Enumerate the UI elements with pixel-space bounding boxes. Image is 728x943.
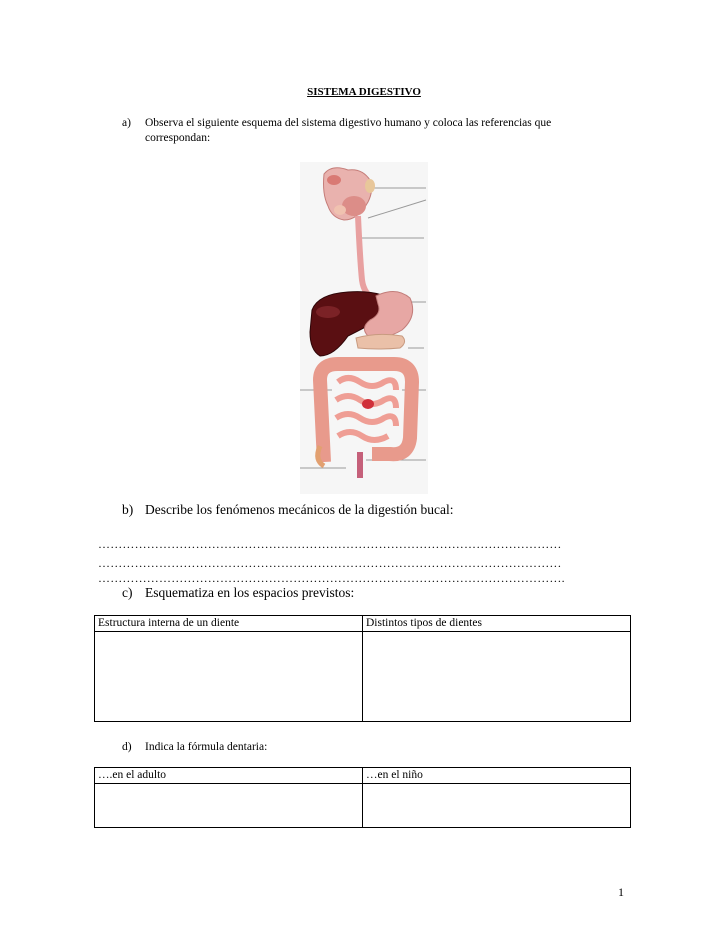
section-b <box>122 502 642 520</box>
section-b-text: Describe los fenómenos mecánicos de la digestión bucal: <box>145 502 454 517</box>
liver-highlight <box>316 306 340 318</box>
child-formula-header: …en el niño <box>363 768 631 784</box>
section-d-text: Indica la fórmula dentaria: <box>145 741 268 753</box>
page-title: SISTEMA DIGESTIVO <box>307 86 421 98</box>
section-c-letter: c) <box>122 585 133 600</box>
answer-dotted-line-2[interactable]: …………………………………………………………………………………………………… <box>98 556 562 570</box>
formula-table-answer-row <box>95 784 631 828</box>
answer-dotted-line-3[interactable]: ……………………………………………………………………………………………………. <box>98 571 565 585</box>
section-d-letter: d) <box>122 741 132 753</box>
dental-formula-table <box>94 767 631 828</box>
tooth-table-header-row <box>95 616 631 632</box>
adult-formula-header: ….en el adulto <box>95 768 363 784</box>
section-c <box>122 585 642 603</box>
formula-table-header-row <box>95 768 631 784</box>
tooth-types-header: Distintos tipos de dientes <box>363 616 631 632</box>
small-intestine-detail <box>362 399 374 409</box>
tooth-structure-answer-cell[interactable] <box>95 632 363 722</box>
section-d <box>122 740 642 756</box>
tooth-types-answer-cell[interactable] <box>363 632 631 722</box>
tooth-schema-table <box>94 615 631 722</box>
section-a-line1: Observa el siguiente esquema del sistema digestivo humano y coloca las referencias que <box>145 117 552 129</box>
answer-dotted-line-1[interactable]: …………………………………………………………………………………………………… <box>98 537 562 551</box>
section-a-line2: correspondan: <box>145 132 211 144</box>
child-formula-answer-cell[interactable] <box>363 784 631 828</box>
tooth-table-answer-row <box>95 632 631 722</box>
page-number: 1 <box>618 885 624 899</box>
section-a-letter: a) <box>122 117 131 129</box>
section-b-letter: b) <box>122 502 134 517</box>
pancreas <box>356 334 405 349</box>
digestive-system-diagram <box>298 160 430 496</box>
tooth-structure-header: Estructura interna de un diente <box>95 616 363 632</box>
section-c-text: Esquematiza en los espacios previstos: <box>145 585 355 600</box>
section-a <box>122 116 642 148</box>
adult-formula-answer-cell[interactable] <box>95 784 363 828</box>
